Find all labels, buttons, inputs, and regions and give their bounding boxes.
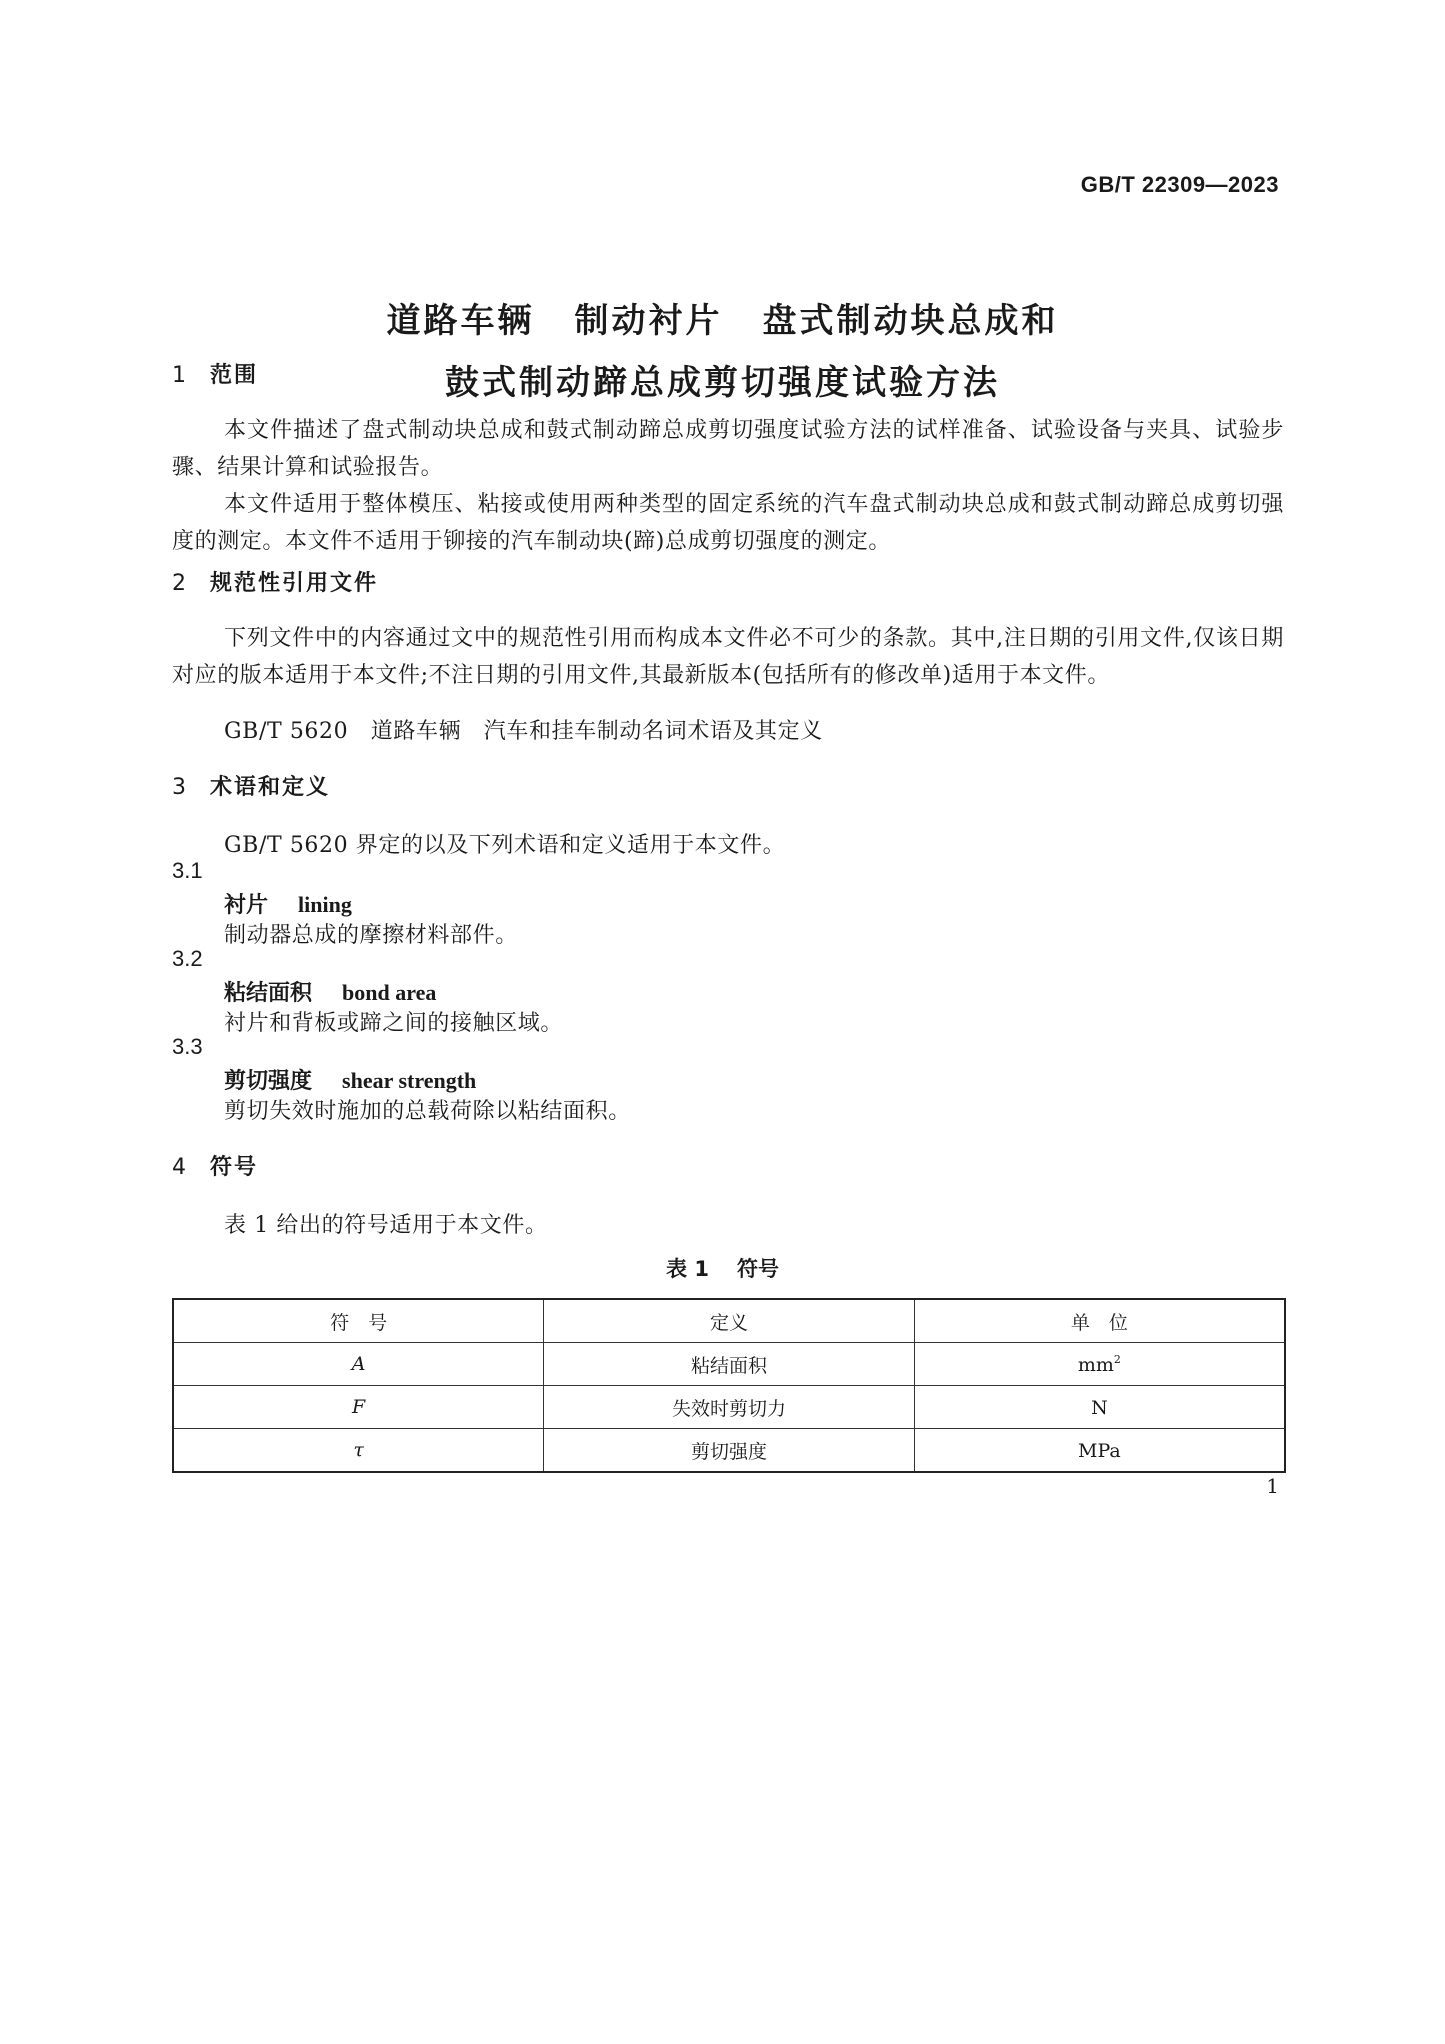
term-definition: 剪切失效时施加的总载荷除以粘结面积。 xyxy=(224,1099,631,1124)
table-row xyxy=(173,1386,1285,1429)
term-title xyxy=(224,1064,476,1095)
symbol-cell: A xyxy=(173,1343,544,1386)
table-row xyxy=(173,1429,1285,1473)
term-definition: 衬片和背板或蹄之间的接触区域。 xyxy=(224,1011,564,1036)
section-4-intro: 表 1 给出的符号适用于本文件。 xyxy=(224,1213,548,1238)
table-caption xyxy=(0,1253,1445,1283)
definition-cell: 失效时剪切力 xyxy=(544,1386,915,1429)
term-definition: 制动器总成的摩擦材料部件。 xyxy=(224,923,518,948)
section-2-paragraph-1: 下列文件中的内容通过文中的规范性引用而构成本文件必不可少的条款。其中,注日期的引用文件,仅该日期对应的版本适用于本文件;不注日期的引用文件,其最新版本(包括所有的修改单)适用于本文件。 xyxy=(172,626,1284,688)
term-number: 3.3 xyxy=(172,1034,203,1059)
standard-code: GB/T 22309—2023 xyxy=(1080,172,1279,197)
table-header-row xyxy=(173,1299,1285,1343)
term-title xyxy=(224,976,436,1007)
term-zh: 剪切强度 xyxy=(224,1068,313,1094)
table-header-cell: 符 号 xyxy=(173,1299,544,1343)
term-zh: 衬片 xyxy=(224,892,269,918)
title-part-c: 盘式制动块总成和 xyxy=(762,301,1059,341)
section-1-paragraph-2: 本文件适用于整体模压、粘接或使用两种类型的固定系统的汽车盘式制动块总成和鼓式制动蹄总成剪切强度的测定。本文件不适用于铆接的汽车制动块(蹄)总成剪切强度的测定。 xyxy=(172,492,1284,554)
table-caption-label: 表 1 xyxy=(666,1257,709,1281)
section-2-heading xyxy=(172,566,378,597)
unit-cell xyxy=(914,1386,1285,1429)
unit-cell xyxy=(914,1429,1285,1473)
unit-superscript: 2 xyxy=(1113,1352,1121,1366)
table-row xyxy=(173,1343,1285,1386)
normative-reference: GB/T 5620 道路车辆 汽车和挂车制动名词术语及其定义 xyxy=(224,719,823,744)
definition-cell: 剪切强度 xyxy=(544,1429,915,1473)
term-zh: 粘结面积 xyxy=(224,980,313,1006)
unit-cell xyxy=(914,1343,1285,1386)
term-title xyxy=(224,888,352,919)
section-number: 1 xyxy=(172,363,188,388)
section-title: 范围 xyxy=(210,363,259,388)
table-header-cell: 单 位 xyxy=(914,1299,1285,1343)
term-en: lining xyxy=(298,892,352,917)
unit-base: mm xyxy=(1077,1353,1114,1376)
document-title xyxy=(0,290,1445,414)
section-number: 3 xyxy=(172,775,188,800)
title-part-b: 制动衬片 xyxy=(574,301,723,341)
table-caption-title: 符号 xyxy=(736,1257,779,1281)
section-1-heading xyxy=(172,358,258,389)
section-3-heading xyxy=(172,770,330,801)
unit-base: N xyxy=(1091,1396,1108,1419)
definition-cell: 粘结面积 xyxy=(544,1343,915,1386)
symbols-table xyxy=(172,1298,1286,1473)
term-number: 3.2 xyxy=(172,946,203,971)
term-number: 3.1 xyxy=(172,858,203,883)
section-number: 2 xyxy=(172,571,188,596)
page-number: 1 xyxy=(1266,1474,1279,1498)
section-number: 4 xyxy=(172,1155,188,1180)
section-title: 术语和定义 xyxy=(210,775,331,800)
symbol-cell: F xyxy=(173,1386,544,1429)
title-line-2: 鼓式制动蹄总成剪切强度试验方法 xyxy=(445,363,1000,403)
symbol-cell: τ xyxy=(173,1429,544,1473)
title-part-a: 道路车辆 xyxy=(386,301,535,341)
term-en: bond area xyxy=(342,980,437,1005)
section-4-heading xyxy=(172,1150,258,1181)
section-3-intro: GB/T 5620 界定的以及下列术语和定义适用于本文件。 xyxy=(224,833,786,858)
section-title: 规范性引用文件 xyxy=(210,571,379,596)
term-en: shear strength xyxy=(342,1068,477,1093)
table-header-cell: 定义 xyxy=(544,1299,915,1343)
section-title: 符号 xyxy=(210,1155,259,1180)
title-line-1 xyxy=(0,290,1445,352)
unit-base: MPa xyxy=(1078,1439,1121,1462)
section-1-paragraph-1: 本文件描述了盘式制动块总成和鼓式制动蹄总成剪切强度试验方法的试样准备、试验设备与夹具、试验步骤、结果计算和试验报告。 xyxy=(172,418,1284,480)
